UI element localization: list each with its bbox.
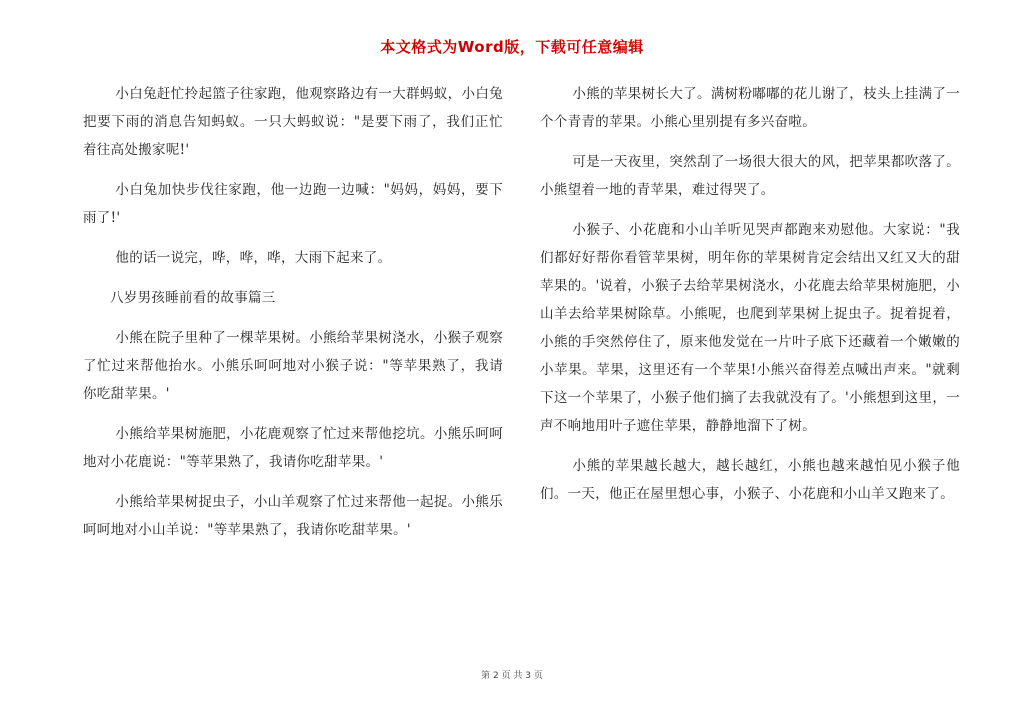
paragraph: 小熊给苹果树施肥，小花鹿观察了忙过来帮他挖坑。小熊乐呵呵地对小花鹿说："等苹果熟了，我请你吃甜苹果。' (83, 426, 503, 470)
paragraph: 可是一天夜里，突然刮了一场很大很大的风，把苹果都吹落了。小熊望着一地的青苹果，难过得哭了。 (540, 154, 960, 198)
paragraph: 小熊的苹果越长越大，越长越红，小熊也越来越怕见小猴子他们。一天，他正在屋里想心事，小猴子、小花鹿和小山羊又跑来了。 (540, 458, 960, 502)
left-column (83, 80, 503, 556)
paragraph: 小熊给苹果树捉虫子，小山羊观察了忙过来帮他一起捉。小熊乐呵呵地对小山羊说："等苹果熟了，我请你吃甜苹果。' (83, 494, 503, 538)
document-banner: 本文格式为Word版，下载可任意编辑 (380, 38, 644, 56)
paragraph: 他的话一说完，哗，哗，哗，大雨下起来了。 (115, 250, 392, 266)
paragraph: 小猴子、小花鹿和小山羊听见哭声都跑来劝慰他。大家说："我们都好好帮你看管苹果树，明年你的苹果树肯定会结出又红又大的甜苹果的。'说着，小猴子去给苹果树浇水，小花鹿去给苹果树施肥，小山羊去给苹果树除草。小熊呢，也爬到苹果树上捉虫子。捉着捉着，小熊的手突然停住了，原来他发觉在一片叶子底下还藏着一个嫩嫩的小苹果。苹果，这里还有一个苹果!小熊兴奋得差点喊出声来。"就剩下这一个苹果了，小猴子他们摘了去我就没有了。'小熊想到这里，一声不响地用叶子遮住苹果，静静地溜下了树。 (540, 222, 960, 434)
section-heading: 八岁男孩睡前看的故事篇三 (110, 290, 276, 306)
paragraph: 小熊的苹果树长大了。满树粉嘟嘟的花儿谢了，枝头上挂满了一个个青青的苹果。小熊心里别提有多兴奋啦。 (540, 86, 960, 130)
right-column (540, 80, 960, 520)
paragraph: 小熊在院子里种了一棵苹果树。小熊给苹果树浇水，小猴子观察了忙过来帮他抬水。小熊乐呵呵地对小猴子说："等苹果熟了，我请你吃甜苹果。' (83, 330, 503, 402)
paragraph: 小白兔赶忙拎起篮子往家跑，他观察路边有一大群蚂蚁，小白兔把要下雨的消息告知蚂蚁。一只大蚂蚁说："是要下雨了，我们正忙着往高处搬家呢!' (83, 86, 503, 158)
paragraph: 小白兔加快步伐往家跑，他一边跑一边喊："妈妈，妈妈，要下雨了!' (83, 182, 503, 226)
page-number: 第 2 页 共 3 页 (481, 671, 543, 681)
